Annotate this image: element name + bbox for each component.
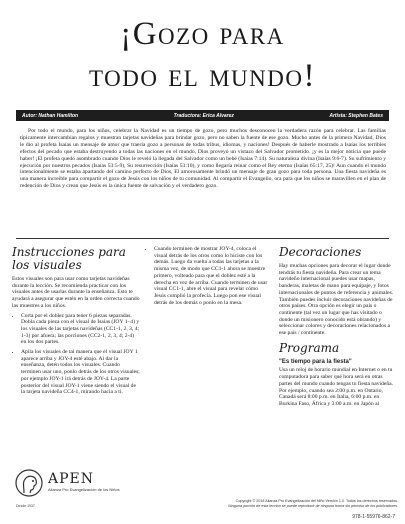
credits-bar xyxy=(16,110,389,121)
decorations-program-column xyxy=(279,246,396,411)
translator-credit: Traductora: Erica Alvarez xyxy=(173,112,234,119)
isbn-code: 978-1-55976-862-7 xyxy=(352,514,395,520)
instructions-column xyxy=(12,246,140,399)
page-title-line-1: ¡Gozo para xyxy=(120,16,285,52)
apen-logo xyxy=(14,468,144,502)
author-credit: Autor: Nathan Hamilton xyxy=(22,112,79,119)
instruction-item: • Corta por el doblez para tener 6 piezas separadas. Dobla cada pieza con el visual de Isaías (JOY 1–4) y los visuales de las tarjetas navideñas (CC1-1, 2, 3, 4; 1-3) por afuera; las porciones (CC2-1, 2, 3, 4; 2-4) en los dos partes. xyxy=(21,313,140,347)
page-title-line-2: todo el mundo! xyxy=(89,58,316,94)
decorations-heading: Decoraciones xyxy=(279,245,362,259)
brand-subtitle: Alianza Pro Evangelización de los Niños xyxy=(48,487,120,492)
program-heading: Programa xyxy=(279,340,340,355)
instructions-heading: Instrucciones para los visuales xyxy=(12,245,126,272)
instructions-intro: Estos visuales son para usar como tarjetas navideñas durante la lección. Se recomienda practicar con los visuales antes de usarlas durante la enseñanza. Esto te ayudará a asegurar que estén en la orden correcta cuando las muestres a los niños. xyxy=(12,276,140,309)
instruction-item: • Apila los visuales de tal manera que el visual JOY 1 aparece arriba y JOY-4 esté abajo. Al dar la enseñanza, detén todos los visuales. Cuando terminen usar uno, ponlo detrás de los otros visuales; por ejemplo JOY-1 irá detrás de JOY-4. La parte posterior del visual JOY-1 viene siendo el visual de la tarjeta navideña CC4-1, mirando hacia a ti. xyxy=(21,349,140,396)
section-divider xyxy=(16,238,389,239)
program-text: Usa un reloj de horario mundial en Internet o en tu computadora para saber qué hora será en otras partes del mundo cuando tengas tu fiesta navideña. Por ejemplo, cuando sea 2:00 p.m. en Ontario, Canadá será 8:00 p.m. en Italia, 6:00 p.m. en Burkina Faso, África y 3:00 a.m. en Japón al xyxy=(279,367,394,407)
brand-name: APEN xyxy=(48,471,94,487)
instructions-list-continued xyxy=(145,246,269,306)
instructions-continued-column xyxy=(145,246,269,309)
child-head-icon xyxy=(14,468,44,500)
instruction-item: • Cuando terminen de mostrar JOY-4, coloca el visual detrás de los otros como lo hiciste con los demás. Luego da vuelta a todas las tarjetas a la misma vez, de modo que CC1-1 ahora se muestre primero, volteado para que el doblez esté a la derecha en vez de arriba. Cuando terminen de usar visual CC1-1, abre el visual para revelar cómo Jesús cumplió la profecía. Luego pon ese visual detrás de los demás o ponlo en la mesa. xyxy=(154,246,269,306)
decorations-text: Hay muchas opciones para decorar el lugar donde tendrás tu fiesta navideña. Para crear un tema navideño internacional puedes usar mapas, banderas, maletas de mano para equipaje, y fotos internacionales de puntos de referencia y animales. También puedes incluir decoraciones navideñas de otros países. Otra opción es elegir un país o continente (tal vez un lugar que has visitado o donde un misionero conocido está obrando) y seleccionar colores y decoraciones relacionados a ese país / continente. xyxy=(279,263,394,337)
program-item-title: "Es tiempo para la fiesta" xyxy=(279,358,352,365)
copyright-notice xyxy=(148,499,398,508)
copyright-line: Copyright © 2018 Alianza Pro Evangelización del Niño Versión 1.0. Todos los derechos reservados. xyxy=(235,499,398,503)
artist-credit: Artista: Stephen Bates xyxy=(329,112,383,119)
instructions-list xyxy=(12,313,140,396)
founded-year: Desde 1937 xyxy=(16,504,35,508)
intro-paragraph: Por todo el mundo, para los niños, celebrar la Navidad es un tiempo de gozo, pero muchos desconocen la verdadera razón para celebrar. Las familias típicamente intercambian regalos y muestran tarjetas navideñas para brindar gozo, pero no saben la fuente de ese gozo. Mucho antes de la primera Navidad, Dios le dio al profeta Isaías un mensaje de amor que traería gozo a personas de todas tribus, idiomas, y naciones! Después de haberle mostrado a Isaías los terribles efectos del pecado que estaba destruyendo a todas las naciones en el mundo, Dios proveyó un vistazo del Salvador prometido. ¡y es la mejor noticia que puede haber! ¡El profeta quedó asombrado cuando Dios le reveló la llegada del Salvador como un bebé (Isaías 7:14). Su naturaleza divina (Isaías 9:6-7). Su sufrimiento y ejecución por nuestros pecados (Isaías 53:5-9), Su resurrección (Isaías 53:10), y como llegaría reinar como el Rey eterno (Isaías 65:17, 25)! Aun cuando el mundo intencionalmente se estaba apartando del camino perfecto de Dios, El amorosamente brindó un mensaje de gran gozo para toda persona. Una fiesta navideña es una manera increíble para compartir el gozo de Jesús con los niños de tu comunidad. Al compartir el Evangelio, ora para que los niños se maravillen en el plan de redención de Dios y crean que Jesús es la única fuente de salvación y el verdadero gozo. xyxy=(20,128,386,190)
reproduction-notice: Ninguna porción de esta lección se puede reproducir de ninguna forma sin permiso de los publicadores. xyxy=(228,503,398,508)
